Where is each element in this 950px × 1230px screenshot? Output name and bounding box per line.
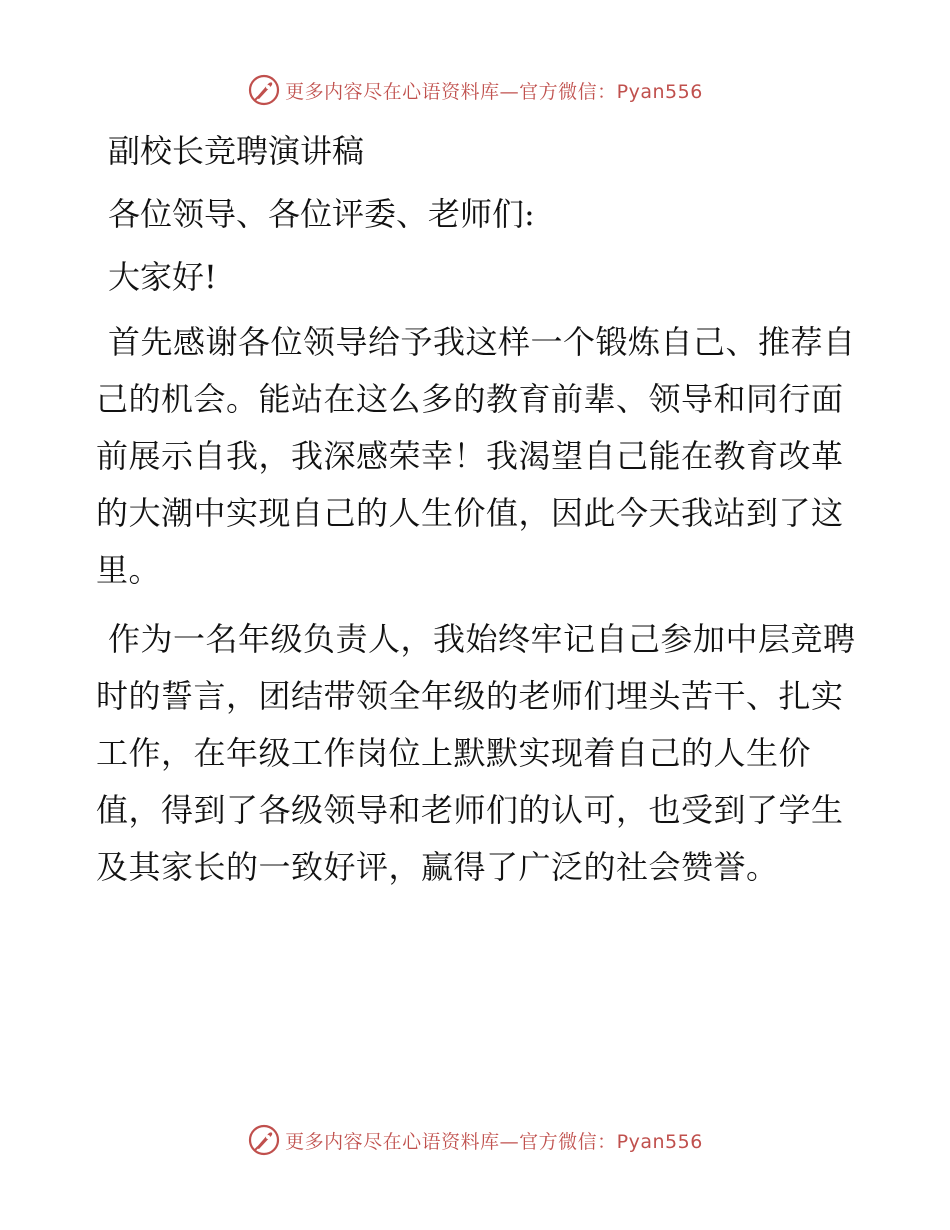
greeting: 大家好! <box>108 258 217 296</box>
header-banner <box>0 70 950 110</box>
footer-banner <box>0 1120 950 1160</box>
document-title: 副校长竞聘演讲稿 <box>108 132 365 170</box>
quill-logo-icon <box>247 73 281 107</box>
banner-text: 更多内容尽在心语资料库—官方微信：Pyan556 <box>285 1130 703 1153</box>
wechat-id: Pyan556 <box>616 80 703 103</box>
salutation: 各位领导、各位评委、老师们: <box>108 195 535 233</box>
banner-text: 更多内容尽在心语资料库—官方微信：Pyan556 <box>285 80 703 103</box>
quill-logo-icon <box>247 1123 281 1157</box>
paragraph: 作为一名年级负责人，我始终牢记自己参加中层竞聘时的誓言，团结带领全年级的老师们埋头苦干、扎实工作，在年级工作岗位上默默实现着自己的人生价值，得到了各级领导和老师们的认可，也受到了学生及其家长的一致好评，赢得了广泛的社会赞誉。 <box>96 620 856 886</box>
wechat-id: Pyan556 <box>616 1130 703 1153</box>
document-body <box>96 120 856 896</box>
paragraph: 首先感谢各位领导给予我这样一个锻炼自己、推荐自己的机会。能站在这么多的教育前辈、领导和同行面前展示自我，我深感荣幸！我渴望自己能在教育改革的大潮中实现自己的人生价值，因此今天我站到了这里。 <box>96 323 856 589</box>
